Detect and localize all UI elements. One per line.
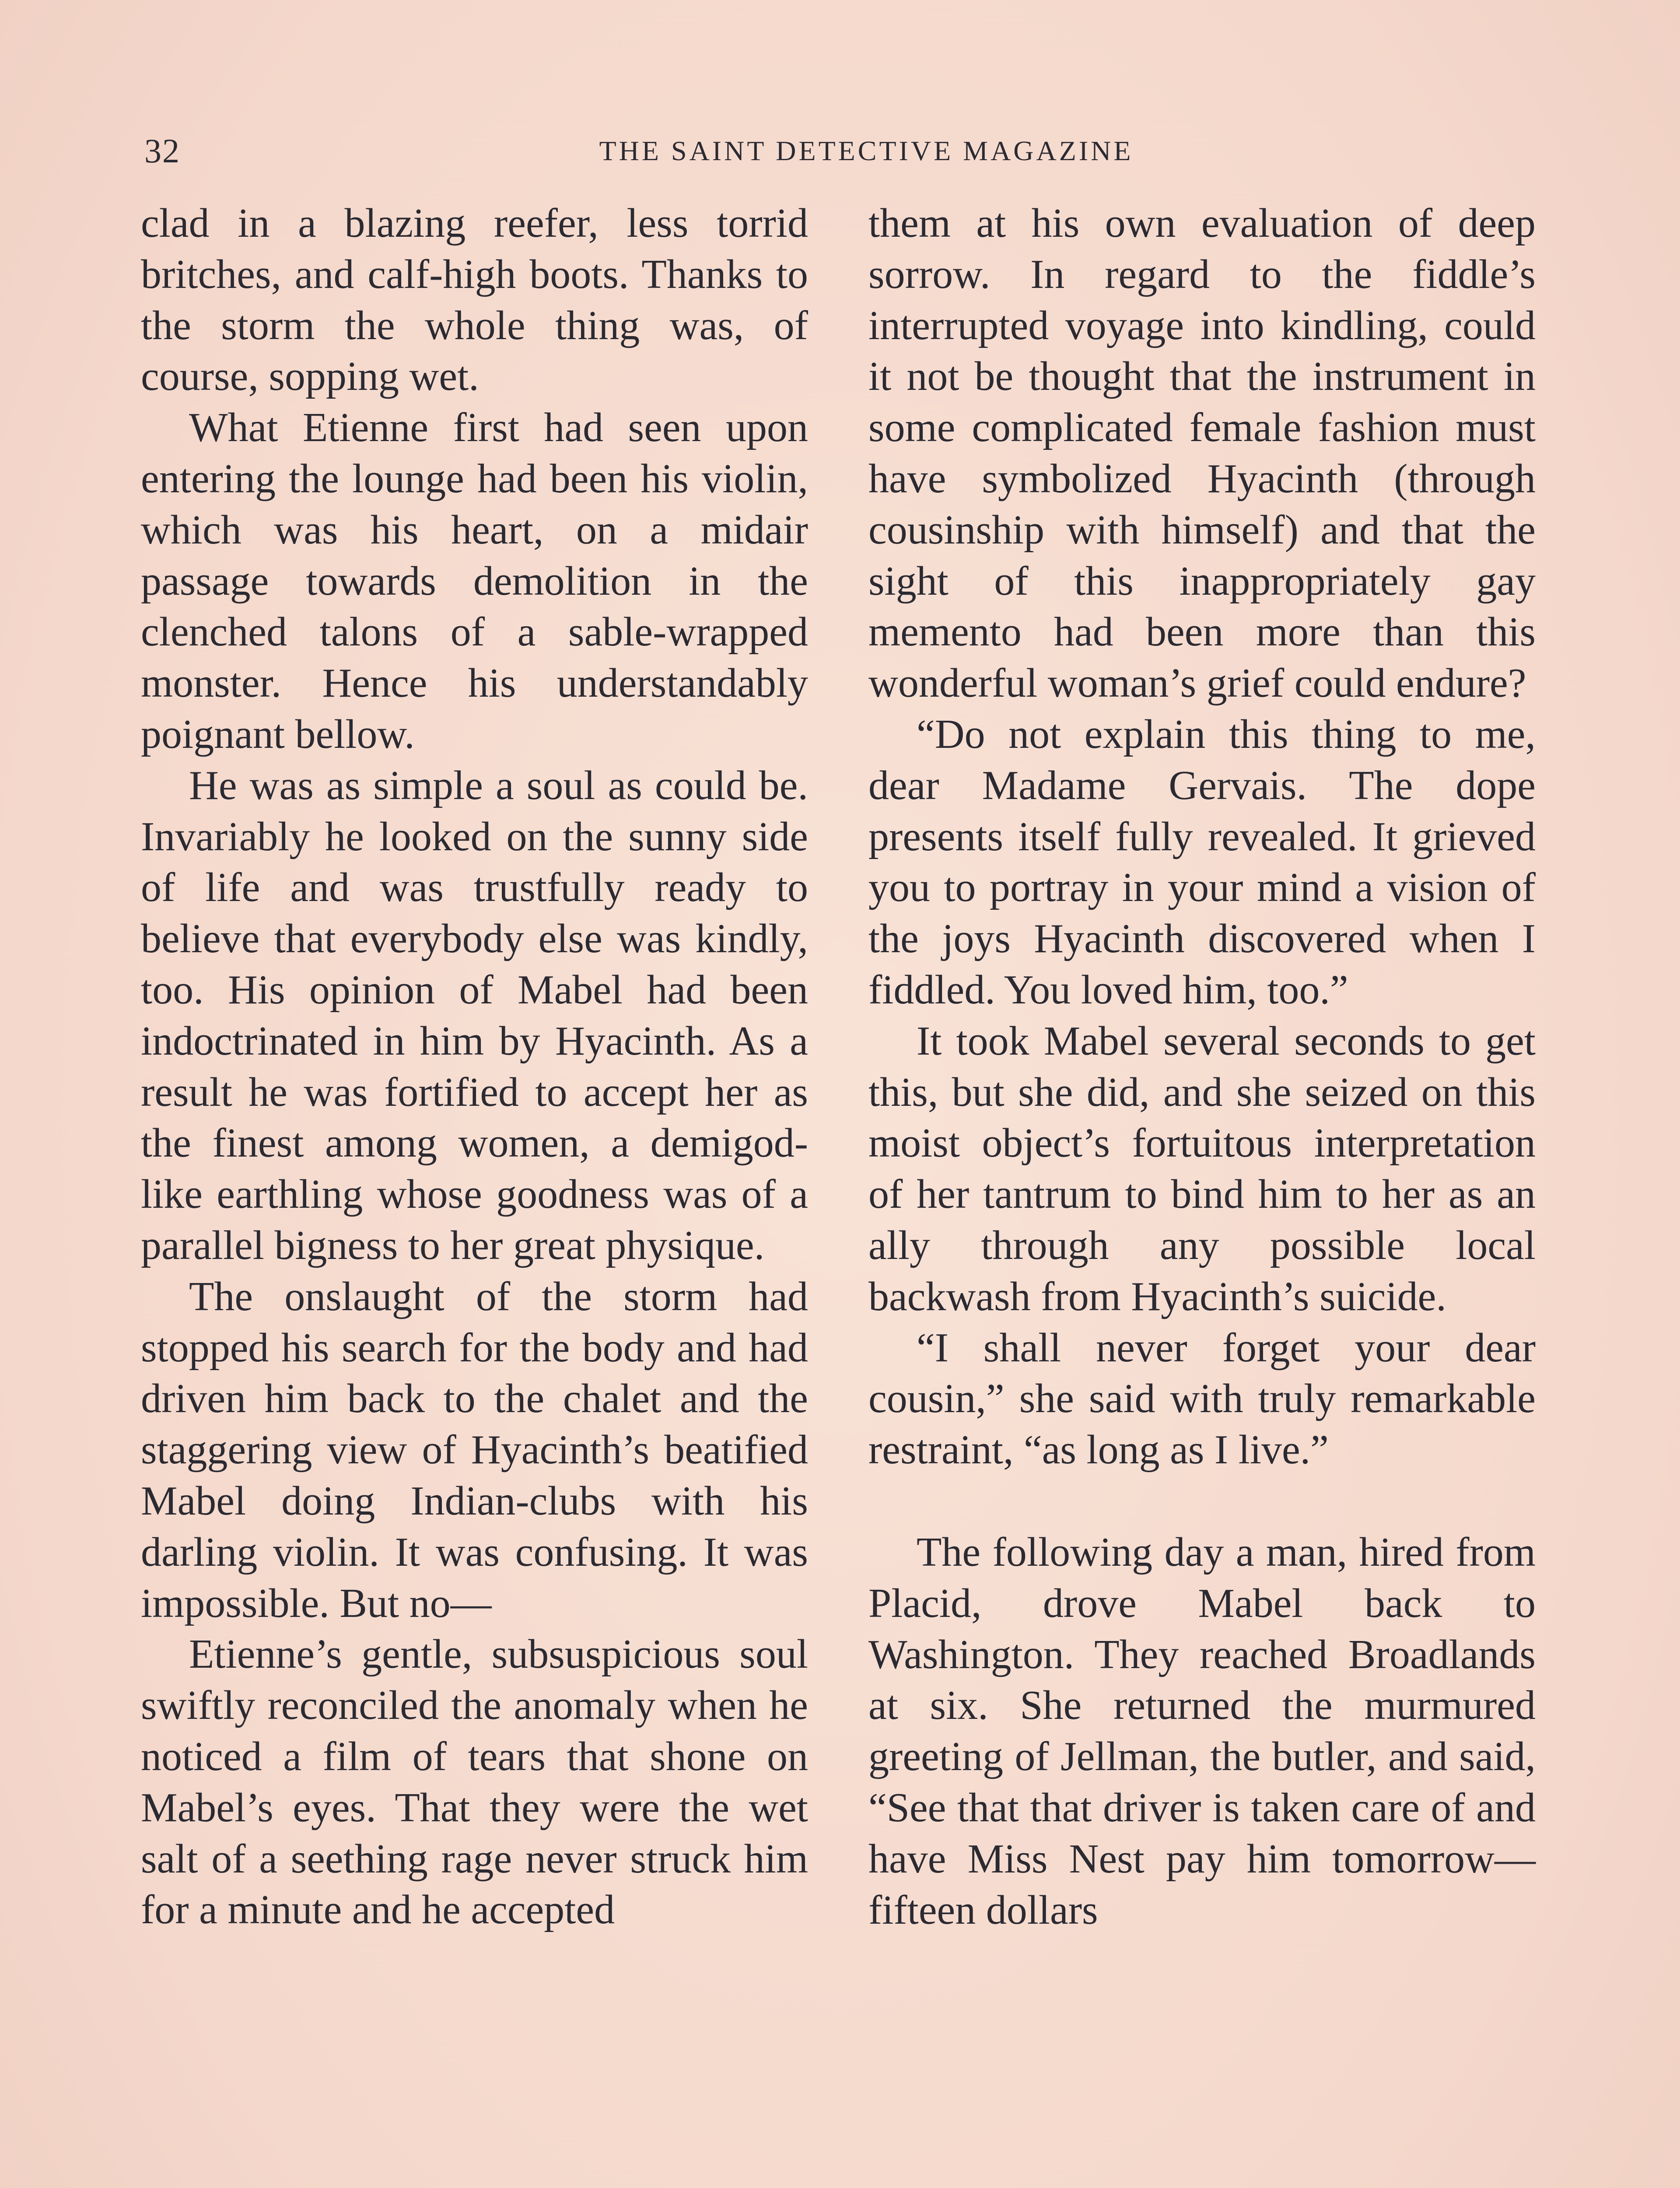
paragraph: What Etienne first had seen upon entering the lounge had been his violin, which was his heart, on a midair passage towards demolition in the clenched talons of a sable-wrapped monster. Hence his understandably poignant bellow. (141, 405, 808, 757)
paragraph: The onslaught of the storm had stopped his search for the body and had driven him back to the chalet and the staggering view of Hyacinth’s beatified Mabel doing Indian-clubs with his darling violin. It was confusing. It was impossible. But no— (141, 1273, 808, 1626)
page-number: 32 (144, 132, 180, 170)
paragraph: “I shall never forget your dear cousin,” she said with truly remarkable restraint, “as long as I live.” (868, 1325, 1536, 1473)
paragraph: The following day a man, hired from Placid, drove Mabel back to Washington. They reached Broadlands at six. She returned the murmured greeting of Jellman, the butler, and said, “See that that driver is taken care of and have Miss Nest pay him tomorrow—fifteen dollars (868, 1529, 1536, 1933)
left-text-column (141, 198, 808, 1936)
paragraph: It took Mabel several seconds to get this, but she did, and she seized on this moist object’s fortuitous interpretation of her tantrum to bind him to her as an ally through any possible local backwash from Hyacinth’s suicide. (868, 1018, 1536, 1319)
section-break (868, 1476, 1536, 1527)
paragraph: clad in a blazing reefer, less torrid britches, and calf-high boots. Thanks to the storm the whole thing was, of course, sopping wet. (141, 200, 808, 400)
paragraph: Etienne’s gentle, subsuspicious soul swiftly reconciled the anomaly when he noticed a film of tears that shone on Mabel’s eyes. That they were the wet salt of a seething rage never struck him for a minute and he accepted (141, 1631, 808, 1933)
paragraph: them at his own evaluation of deep sorrow. In regard to the fiddle’s interrupted voyage into kindling, could it not be thought that the instrument in some complicated female fashion must have symbolized Hyacinth (through cousinship with himself) and that the sight of this inappropriately gay memento had been more than this wonderful woman’s grief could endure? (868, 200, 1536, 706)
paragraph: He was as simple a soul as could be. Invariably he looked on the sunny side of life and was trustfully ready to believe that everybody else was kindly, too. His opinion of Mabel had been indoctrinated in him by Hyacinth. As a result he was fortified to accept her as the finest among women, a demigod-like earthling whose goodness was of a parallel bigness to her great physique. (141, 762, 808, 1268)
magazine-title: THE SAINT DETECTIVE MAGAZINE (599, 135, 1134, 166)
right-text-column (868, 198, 1536, 1936)
paragraph: “Do not explain this thing to me, dear Madame Gervais. The dope presents itself fully revealed. It grieved you to portray in your mind a vision of the joys Hyacinth discovered when I fiddled. You loved him, too.” (868, 711, 1536, 1013)
running-header (144, 131, 1536, 175)
